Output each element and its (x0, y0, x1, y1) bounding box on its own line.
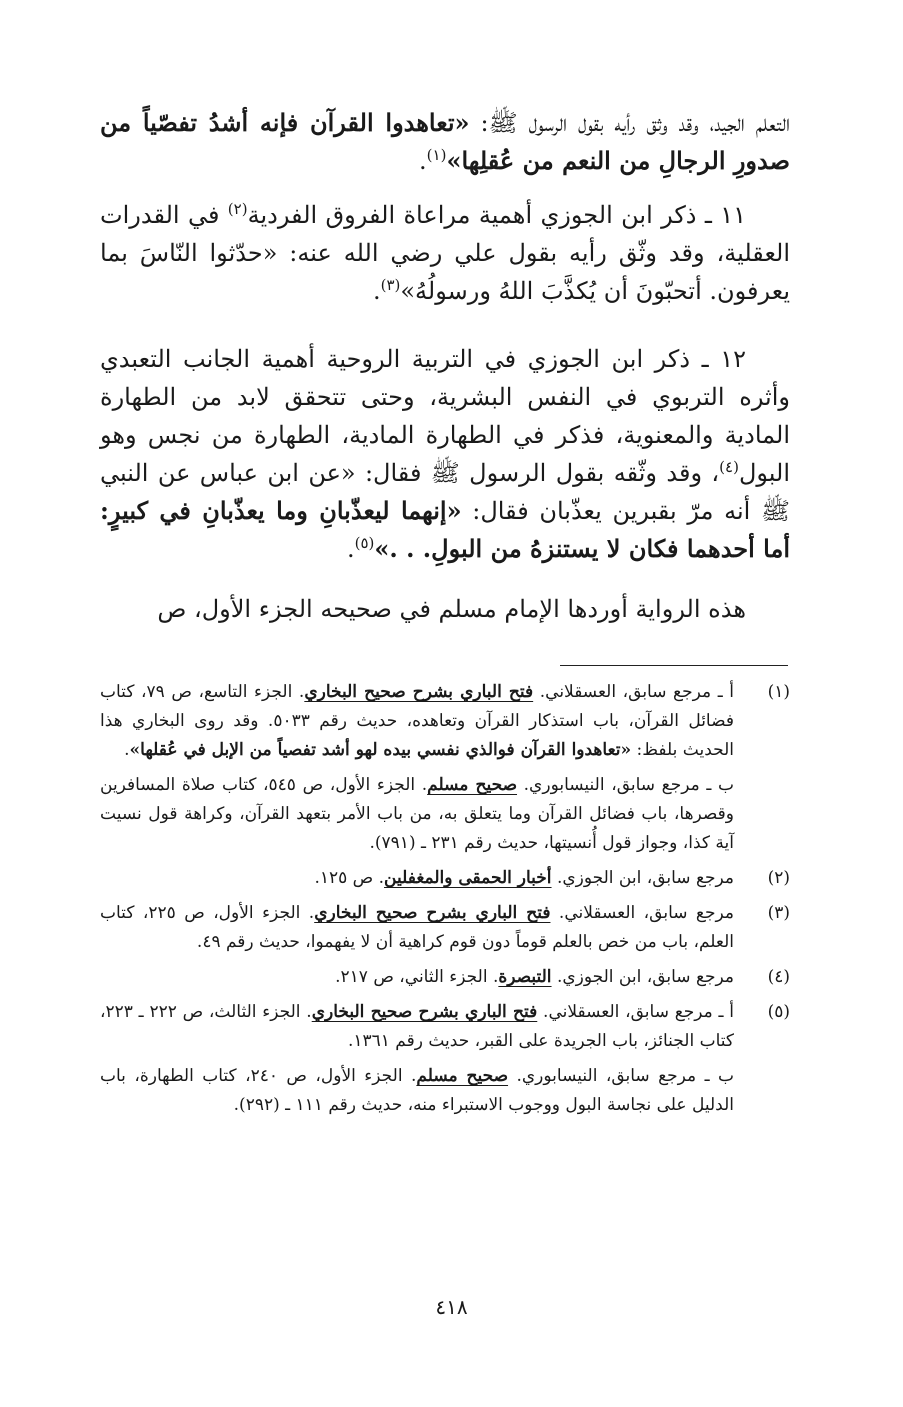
footnote-1 (100, 678, 790, 858)
footnote-text: ب ـ مرجع سابق، النيسابوري. (517, 775, 734, 795)
book-title: فتح الباري بشرح صحيح البخاري (304, 682, 534, 702)
footnote-text: . الجزء الثالث، ص ٢٢٢ ـ ٢٢٣، كتاب الجنائز، باب الجريدة على القبر، حديث رقم ١٣٦١. (100, 1002, 734, 1051)
paragraph-text: ١١ ـ ذكر ابن الجوزي أهمية مراعاة الفروق الفردية (247, 201, 747, 229)
footnote-text: أ ـ مرجع سابق، العسقلاني. (537, 1002, 734, 1022)
footnotes (100, 678, 790, 1126)
paragraph-text: . (346, 535, 355, 563)
footnote-number: (١) (767, 682, 790, 702)
footnote-number: (٥) (767, 1002, 790, 1022)
footnote-text: مرجع سابق، ابن الجوزي. (551, 868, 734, 888)
footnote-part-b (100, 1062, 734, 1120)
hadith-quote: «تعاهدوا القرآن فوالذي نفسي بيده لهو أشد تفصياً من الإبل في عُقلها» (129, 740, 632, 760)
book-title: فتح الباري بشرح صحيح البخاري (311, 1002, 538, 1022)
footnote-text: ب ـ مرجع سابق، النيسابوري. (508, 1066, 734, 1086)
footnote-ref: (٢) (227, 200, 248, 218)
hadith-quote: «إنهما ليعذّبانِ وما يعذّبانِ في كبيرٍ: أما أحدهما فكان لا يستنزهُ من البولِ. . .» (100, 496, 790, 563)
footnote-number: (٣) (767, 903, 790, 923)
footnote-part-a (100, 899, 734, 957)
footnote-text: . الجزء التاسع، ص ٧٩، كتاب فضائل القرآن، باب استذكار القرآن وتعاهده، حديث رقم ٥٠٣٣. وقد روى البخاري هذا الحديث بلفظ: (100, 682, 734, 760)
book-title: فتح الباري بشرح صحيح البخاري (314, 903, 551, 923)
footnote-text: . الجزء الأول، ص ٢٤٠، كتاب الطهارة، باب الدليل على نجاسة البول ووجوب الاستبراء منه، حديث رقم ١١١ ـ (٢٩٢). (100, 1066, 734, 1115)
footnote-divider (560, 665, 788, 666)
paragraph-continuation (100, 590, 790, 628)
footnote-5 (100, 998, 790, 1120)
book-title: أخبار الحمقى والمغفلين (384, 868, 552, 888)
paragraph-text: ، وقد وثّقه بقول الرسول ﷺ فقال: «عن ابن عباس عن النبي ﷺ أنه مرّ بقبرين يعذّبان فقال: (100, 459, 790, 525)
footnote-ref: (٤) (719, 458, 739, 476)
paragraph-text: ١٢ ـ ذكر ابن الجوزي في التربية الروحية أهمية الجانب التعبدي وأثره التربوي في النفس البشرية، وحتى تتحقق لابد من الطهارة المادية والمعنوية، فذكر في الطهارة المادية، الطهارة من نجس وهو البول (100, 345, 790, 487)
footnote-text: . الجزء الأول، ص ٢٢٥، كتاب العلم، باب من خص بالعلم قوماً دون قوم كراهية أن لا يفهموا، حديث رقم ٤٩. (100, 903, 734, 952)
paragraph-text: . (372, 277, 381, 305)
footnote-part-a (100, 864, 734, 893)
paragraph-learning (100, 104, 790, 180)
footnote-ref: (٥) (354, 534, 375, 552)
footnote-text: . ص ١٢٥. (314, 868, 385, 888)
footnote-text: . (124, 740, 130, 760)
paragraph-11 (100, 196, 790, 310)
paragraph-text: هذه الرواية أوردها الإمام مسلم في صحيحه الجزء الأول، ص (157, 595, 746, 623)
footnote-part-b (100, 771, 734, 858)
footnote-text: مرجع سابق، ابن الجوزي. (551, 967, 734, 987)
footnote-4 (100, 963, 790, 992)
footnote-text: . الجزء الأول، ص ٥٤٥، كتاب صلاة المسافرين وقصرها، باب فضائل القرآن وما يتعلق به، من باب الأمر بتعهد القرآن، وكراهة قول نسيت آية كذا، وجواز قول أُنسيتها، حديث رقم ٢٣١ ـ (٧٩١). (100, 775, 734, 853)
paragraph-text: . (419, 147, 427, 175)
footnote-text: أ ـ مرجع سابق، العسقلاني. (533, 682, 734, 702)
book-title: التبصرة (498, 967, 552, 987)
footnote-part-a (100, 678, 734, 765)
hadith-quote: «تعاهدوا القرآن فإنه أشدُ تفصّياً من صدورِ الرجالِ من النعم من عُقلِها» (100, 108, 790, 175)
book-title: صحيح مسلم (427, 775, 518, 795)
footnote-ref: (٣) (380, 276, 401, 294)
footnote-2 (100, 864, 790, 893)
footnote-text: مرجع سابق، العسقلاني. (550, 903, 734, 923)
paragraph-text: في القدرات العقلية، وقد وثّق رأيه بقول علي رضي الله عنه: «حدّثوا النّاسَ بما يعرفون. أتحبّونَ أن يُكذَّبَ اللهُ ورسولُهُ» (100, 201, 790, 305)
footnote-number: (٤) (767, 967, 790, 987)
footnote-ref: (١) (426, 146, 447, 164)
footnote-part-a (100, 998, 734, 1056)
footnote-part-a (100, 963, 734, 992)
paragraph-text: التعلم الجيد، وقد وثق رأيه بقول الرسول ﷺ: (469, 109, 790, 137)
footnote-text: . الجزء الثاني، ص ٢١٧. (335, 967, 499, 987)
footnote-3 (100, 899, 790, 957)
book-title: صحيح مسلم (416, 1066, 509, 1086)
page-number: ٤١٨ (435, 1295, 468, 1319)
footnote-number: (٢) (767, 868, 790, 888)
paragraph-12 (100, 340, 790, 568)
